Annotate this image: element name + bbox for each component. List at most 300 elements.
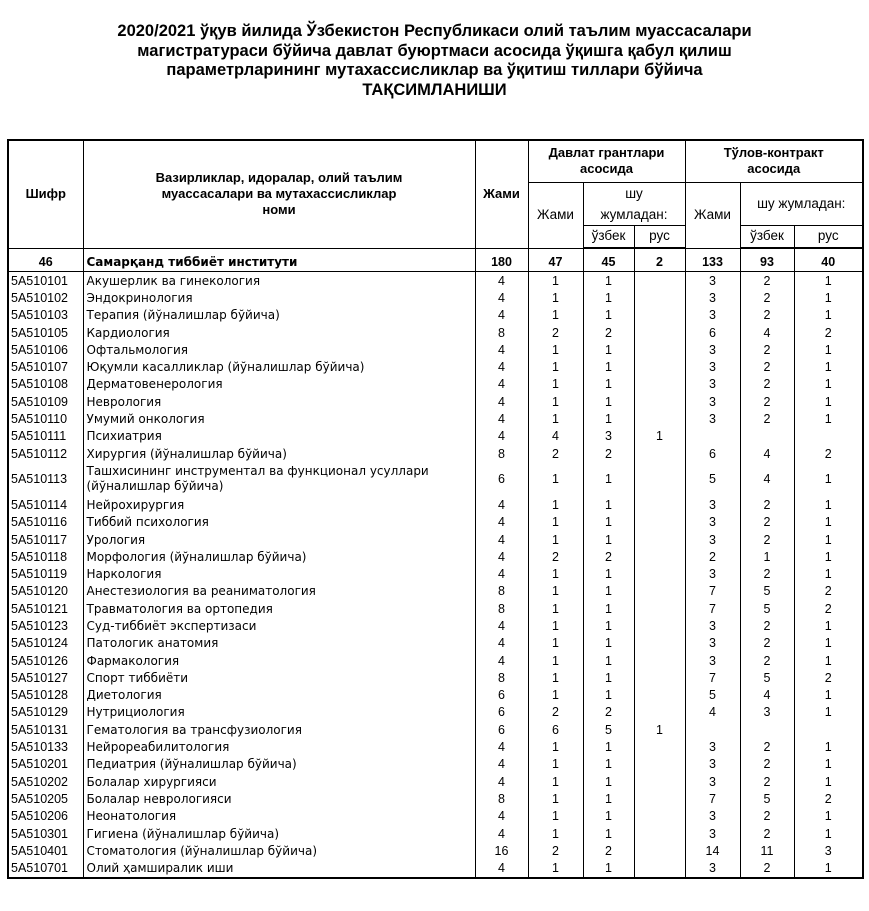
grant-total: 1 [528, 307, 583, 324]
table-row [8, 635, 863, 652]
specialty-code: 5A510120 [8, 583, 83, 600]
contract-uzbek: 2 [740, 635, 794, 652]
specialty-name: Гигиена (йўналишлар бўйича) [83, 825, 475, 842]
contract-total: 4 [685, 704, 740, 721]
contract-rus: 1 [794, 738, 863, 755]
grant-total: 1 [528, 825, 583, 842]
specialty-name: Тиббий психология [83, 514, 475, 531]
specialty-name: Эндокринология [83, 289, 475, 306]
contract-rus: 1 [794, 462, 863, 496]
contract-uzbek: 2 [740, 860, 794, 878]
institute-contract-rus: 40 [794, 253, 863, 272]
contract-total: 3 [685, 860, 740, 878]
grant-rus [634, 704, 685, 721]
specialty-total: 4 [475, 652, 528, 669]
specialty-total: 4 [475, 307, 528, 324]
grant-total: 1 [528, 652, 583, 669]
specialty-name: Ташхисининг инструментал ва функционал усуллари (йўналишлар бўйича) [83, 462, 475, 496]
contract-rus: 1 [794, 548, 863, 565]
grant-total: 1 [528, 756, 583, 773]
specialty-total: 4 [475, 825, 528, 842]
specialty-name: Травматология ва ортопедия [83, 600, 475, 617]
table-row [8, 600, 863, 617]
contract-uzbek: 2 [740, 825, 794, 842]
specialty-code: 5A510301 [8, 825, 83, 842]
grant-total: 2 [528, 548, 583, 565]
grant-rus [634, 842, 685, 859]
grant-total: 1 [528, 808, 583, 825]
contract-total: 2 [685, 548, 740, 565]
grant-uzbek: 1 [583, 773, 634, 790]
specialty-total: 16 [475, 842, 528, 859]
institute-grant-rus: 2 [634, 253, 685, 272]
specialty-total: 4 [475, 548, 528, 565]
contract-uzbek: 2 [740, 496, 794, 513]
grant-rus [634, 860, 685, 878]
contract-rus: 2 [794, 324, 863, 341]
grant-uzbek: 1 [583, 738, 634, 755]
title-line-4: ТАҚСИМЛАНИШИ [362, 80, 507, 99]
specialty-code: 5A510701 [8, 860, 83, 878]
contract-rus: 2 [794, 790, 863, 807]
grant-uzbek: 1 [583, 687, 634, 704]
grant-uzbek: 1 [583, 307, 634, 324]
grant-total: 2 [528, 324, 583, 341]
title-line-2: магистратураси бўйича давлат буюртмаси асосида ўқишга қабул қилиш [137, 41, 732, 60]
grant-rus [634, 358, 685, 375]
grant-uzbek: 1 [583, 514, 634, 531]
contract-rus: 1 [794, 393, 863, 410]
grant-rus: 1 [634, 428, 685, 445]
grant-rus [634, 341, 685, 358]
contract-rus: 1 [794, 289, 863, 306]
contract-total: 3 [685, 617, 740, 634]
table-row [8, 773, 863, 790]
contract-rus [794, 428, 863, 445]
specialty-total: 8 [475, 583, 528, 600]
specialty-name: Патологик анатомия [83, 635, 475, 652]
specialty-code: 5A510127 [8, 669, 83, 686]
specialty-total: 4 [475, 756, 528, 773]
grant-uzbek: 1 [583, 462, 634, 496]
specialty-total: 4 [475, 617, 528, 634]
contract-rus: 2 [794, 445, 863, 462]
contract-uzbek: 2 [740, 289, 794, 306]
grant-total: 1 [528, 393, 583, 410]
contract-uzbek: 5 [740, 669, 794, 686]
contract-total [685, 428, 740, 445]
contract-total: 3 [685, 307, 740, 324]
header-contract-including: шу жумладан: [740, 182, 863, 225]
grant-rus: 1 [634, 721, 685, 738]
header-grant-rus: рус [634, 225, 685, 248]
grant-uzbek: 1 [583, 376, 634, 393]
contract-total: 3 [685, 635, 740, 652]
grant-rus [634, 808, 685, 825]
contract-total: 6 [685, 324, 740, 341]
institute-contract-uzbek: 93 [740, 253, 794, 272]
specialty-code: 5A510109 [8, 393, 83, 410]
grant-rus [634, 669, 685, 686]
grant-rus [634, 272, 685, 290]
specialty-name: Урология [83, 531, 475, 548]
specialty-code: 5A510205 [8, 790, 83, 807]
specialty-code: 5A510111 [8, 428, 83, 445]
specialty-code: 5A510102 [8, 289, 83, 306]
specialty-code: 5A510126 [8, 652, 83, 669]
grant-rus [634, 825, 685, 842]
grant-rus [634, 289, 685, 306]
grant-uzbek: 1 [583, 410, 634, 427]
contract-rus [794, 721, 863, 738]
contract-rus: 2 [794, 583, 863, 600]
contract-uzbek: 4 [740, 687, 794, 704]
contract-rus: 1 [794, 358, 863, 375]
contract-uzbek [740, 721, 794, 738]
contract-total: 3 [685, 393, 740, 410]
specialty-code: 5A510202 [8, 773, 83, 790]
title-line-1: 2020/2021 ўқув йилида Ўзбекистон Республикаси олий таълим муассасалари [117, 22, 752, 40]
contract-uzbek: 2 [740, 393, 794, 410]
grant-rus [634, 773, 685, 790]
specialty-total: 6 [475, 721, 528, 738]
contract-total: 3 [685, 496, 740, 513]
grant-total: 1 [528, 790, 583, 807]
grant-rus [634, 462, 685, 496]
contract-rus: 1 [794, 860, 863, 878]
specialty-code: 5A510128 [8, 687, 83, 704]
grant-rus [634, 738, 685, 755]
specialty-name: Нейрореабилитология [83, 738, 475, 755]
contract-total: 3 [685, 825, 740, 842]
specialty-total: 8 [475, 445, 528, 462]
grant-rus [634, 307, 685, 324]
contract-rus: 1 [794, 704, 863, 721]
table-row [8, 808, 863, 825]
specialty-name: Болалар неврологияси [83, 790, 475, 807]
specialty-total: 4 [475, 410, 528, 427]
contract-uzbek: 2 [740, 738, 794, 755]
specialty-code: 5A510117 [8, 531, 83, 548]
contract-total: 3 [685, 565, 740, 582]
specialty-code: 5A510110 [8, 410, 83, 427]
grant-uzbek: 1 [583, 756, 634, 773]
contract-total: 3 [685, 289, 740, 306]
specialty-total: 4 [475, 428, 528, 445]
header-contract-total: Жами [685, 182, 740, 248]
specialty-name: Дерматовенерология [83, 376, 475, 393]
contract-rus: 1 [794, 272, 863, 290]
contract-uzbek: 2 [740, 514, 794, 531]
grant-total: 1 [528, 376, 583, 393]
specialty-name: Наркология [83, 565, 475, 582]
specialty-code: 5A510105 [8, 324, 83, 341]
contract-rus: 1 [794, 617, 863, 634]
contract-rus: 1 [794, 307, 863, 324]
specialty-name: Олий ҳамширалик иши [83, 860, 475, 878]
grant-total: 1 [528, 669, 583, 686]
contract-rus: 2 [794, 600, 863, 617]
contract-rus: 1 [794, 652, 863, 669]
grant-total: 1 [528, 358, 583, 375]
specialty-code: 5A510107 [8, 358, 83, 375]
grant-total: 1 [528, 860, 583, 878]
specialty-code: 5A510201 [8, 756, 83, 773]
contract-total: 3 [685, 808, 740, 825]
grant-total: 1 [528, 410, 583, 427]
specialty-total: 6 [475, 687, 528, 704]
grant-uzbek: 5 [583, 721, 634, 738]
contract-total: 5 [685, 687, 740, 704]
specialty-code: 5A510401 [8, 842, 83, 859]
header-contract-uzbek: ўзбек [740, 225, 794, 248]
specialty-name: Фармакология [83, 652, 475, 669]
specialty-code: 5A510106 [8, 341, 83, 358]
contract-total: 3 [685, 652, 740, 669]
grant-rus [634, 565, 685, 582]
table-row [8, 860, 863, 878]
grant-rus [634, 445, 685, 462]
grant-total: 1 [528, 583, 583, 600]
contract-total: 3 [685, 410, 740, 427]
grant-uzbek: 1 [583, 565, 634, 582]
specialty-name: Кардиология [83, 324, 475, 341]
institute-grant-uzbek: 45 [583, 253, 634, 272]
specialty-total: 4 [475, 289, 528, 306]
grant-total: 1 [528, 565, 583, 582]
grant-rus [634, 617, 685, 634]
specialty-total: 4 [475, 358, 528, 375]
specialty-code: 5A510206 [8, 808, 83, 825]
specialty-code: 5A510121 [8, 600, 83, 617]
contract-total: 5 [685, 462, 740, 496]
specialty-name: Стоматология (йўналишлар бўйича) [83, 842, 475, 859]
grant-total: 1 [528, 289, 583, 306]
grant-total: 4 [528, 428, 583, 445]
specialty-name: Офтальмология [83, 341, 475, 358]
contract-total [685, 721, 740, 738]
grant-rus [634, 548, 685, 565]
specialty-total: 8 [475, 600, 528, 617]
grant-uzbek: 1 [583, 496, 634, 513]
grant-uzbek: 1 [583, 393, 634, 410]
contract-uzbek: 4 [740, 462, 794, 496]
contract-rus: 3 [794, 842, 863, 859]
contract-total: 3 [685, 358, 740, 375]
contract-uzbek: 2 [740, 531, 794, 548]
table-row [8, 462, 863, 496]
specialty-name: Хирургия (йўналишлар бўйича) [83, 445, 475, 462]
specialty-total: 6 [475, 462, 528, 496]
contract-total: 3 [685, 738, 740, 755]
specialty-name: Анестезиология ва реаниматология [83, 583, 475, 600]
specialty-name: Юқумли касалликлар (йўналишлар бўйича) [83, 358, 475, 375]
specialty-name: Акушерлик ва гинекология [83, 272, 475, 290]
table-row [8, 687, 863, 704]
specialty-total: 8 [475, 324, 528, 341]
contract-total: 14 [685, 842, 740, 859]
contract-uzbek: 2 [740, 617, 794, 634]
contract-uzbek: 1 [740, 548, 794, 565]
contract-uzbek: 2 [740, 756, 794, 773]
contract-total: 7 [685, 669, 740, 686]
table-row [8, 376, 863, 393]
specialty-code: 5A510108 [8, 376, 83, 393]
contract-uzbek: 5 [740, 600, 794, 617]
specialty-code: 5A510116 [8, 514, 83, 531]
grant-rus [634, 600, 685, 617]
institute-row [8, 253, 863, 272]
contract-uzbek: 2 [740, 652, 794, 669]
specialty-code: 5A510114 [8, 496, 83, 513]
specialty-total: 4 [475, 376, 528, 393]
specialty-code: 5A510131 [8, 721, 83, 738]
grant-total: 1 [528, 341, 583, 358]
specialty-name: Психиатрия [83, 428, 475, 445]
specialty-total: 4 [475, 738, 528, 755]
grant-total: 1 [528, 272, 583, 290]
table-row [8, 514, 863, 531]
grant-total: 6 [528, 721, 583, 738]
grant-uzbek: 1 [583, 652, 634, 669]
grant-uzbek: 1 [583, 669, 634, 686]
contract-rus: 1 [794, 531, 863, 548]
grant-total: 1 [528, 496, 583, 513]
grant-rus [634, 790, 685, 807]
institute-grant-total: 47 [528, 253, 583, 272]
table-row [8, 825, 863, 842]
specialty-name: Болалар хирургияси [83, 773, 475, 790]
specialty-total: 4 [475, 496, 528, 513]
specialty-name: Умумий онкология [83, 410, 475, 427]
specialty-total: 4 [475, 514, 528, 531]
contract-rus: 1 [794, 341, 863, 358]
table-row [8, 617, 863, 634]
table-row [8, 842, 863, 859]
contract-uzbek: 2 [740, 376, 794, 393]
table-row [8, 669, 863, 686]
contract-uzbek: 4 [740, 445, 794, 462]
table-row [8, 496, 863, 513]
contract-rus: 1 [794, 687, 863, 704]
contract-rus: 1 [794, 756, 863, 773]
contract-total: 7 [685, 600, 740, 617]
grant-total: 1 [528, 600, 583, 617]
specialty-total: 4 [475, 341, 528, 358]
table-row [8, 410, 863, 427]
grant-uzbek: 1 [583, 825, 634, 842]
contract-total: 3 [685, 756, 740, 773]
grant-uzbek: 1 [583, 272, 634, 290]
grant-uzbek: 1 [583, 600, 634, 617]
contract-uzbek: 3 [740, 704, 794, 721]
specialty-name: Неонатология [83, 808, 475, 825]
institute-name: Самарқанд тиббиёт институти [83, 253, 475, 272]
grant-total: 1 [528, 687, 583, 704]
institute-total: 180 [475, 253, 528, 272]
contract-rus: 1 [794, 773, 863, 790]
contract-total: 7 [685, 583, 740, 600]
specialty-name: Спорт тиббиёти [83, 669, 475, 686]
grant-total: 2 [528, 704, 583, 721]
specialty-name: Гематология ва трансфузиология [83, 721, 475, 738]
specialty-total: 4 [475, 808, 528, 825]
specialty-code: 5A510133 [8, 738, 83, 755]
specialty-total: 8 [475, 669, 528, 686]
header-grant-uzbek: ўзбек [583, 225, 634, 248]
table-row [8, 583, 863, 600]
contract-rus: 1 [794, 514, 863, 531]
table-row [8, 307, 863, 324]
grant-rus [634, 652, 685, 669]
specialty-code: 5A510124 [8, 635, 83, 652]
contract-uzbek: 5 [740, 583, 794, 600]
header-total: Жами [475, 140, 528, 248]
grant-total: 2 [528, 445, 583, 462]
contract-uzbek: 2 [740, 808, 794, 825]
table-row [8, 393, 863, 410]
contract-total: 3 [685, 773, 740, 790]
specialty-code: 5A510118 [8, 548, 83, 565]
specialty-code: 5A510112 [8, 445, 83, 462]
grant-rus [634, 324, 685, 341]
document-title [0, 22, 869, 100]
specialty-name: Нейрохирургия [83, 496, 475, 513]
specialty-total: 4 [475, 531, 528, 548]
title-line-3: параметрларининг мутахассисликлар ва ўқитиш тиллари бўйича [166, 61, 703, 79]
grant-total: 2 [528, 842, 583, 859]
grant-total: 1 [528, 514, 583, 531]
contract-total: 3 [685, 272, 740, 290]
contract-total: 3 [685, 341, 740, 358]
contract-uzbek: 2 [740, 410, 794, 427]
grant-uzbek: 2 [583, 842, 634, 859]
grant-uzbek: 1 [583, 808, 634, 825]
grant-rus [634, 635, 685, 652]
contract-total: 3 [685, 376, 740, 393]
table-row [8, 548, 863, 565]
grant-rus [634, 376, 685, 393]
contract-rus: 1 [794, 376, 863, 393]
table-row [8, 324, 863, 341]
specialty-total: 4 [475, 773, 528, 790]
contract-rus: 1 [794, 825, 863, 842]
grant-rus [634, 393, 685, 410]
contract-uzbek: 2 [740, 307, 794, 324]
table-row [8, 428, 863, 445]
contract-total: 7 [685, 790, 740, 807]
specialty-total: 4 [475, 272, 528, 290]
grant-uzbek: 1 [583, 531, 634, 548]
grant-uzbek: 2 [583, 445, 634, 462]
contract-rus: 1 [794, 808, 863, 825]
contract-rus: 1 [794, 635, 863, 652]
specialty-total: 6 [475, 704, 528, 721]
table-row [8, 358, 863, 375]
table-row [8, 341, 863, 358]
grant-uzbek: 1 [583, 790, 634, 807]
contract-rus: 1 [794, 496, 863, 513]
grant-uzbek: 1 [583, 358, 634, 375]
specialty-code: 5A510123 [8, 617, 83, 634]
contract-rus: 1 [794, 565, 863, 582]
contract-rus: 2 [794, 669, 863, 686]
contract-uzbek [740, 428, 794, 445]
contract-uzbek: 4 [740, 324, 794, 341]
contract-total: 6 [685, 445, 740, 462]
specialty-total: 4 [475, 393, 528, 410]
grant-total: 1 [528, 738, 583, 755]
